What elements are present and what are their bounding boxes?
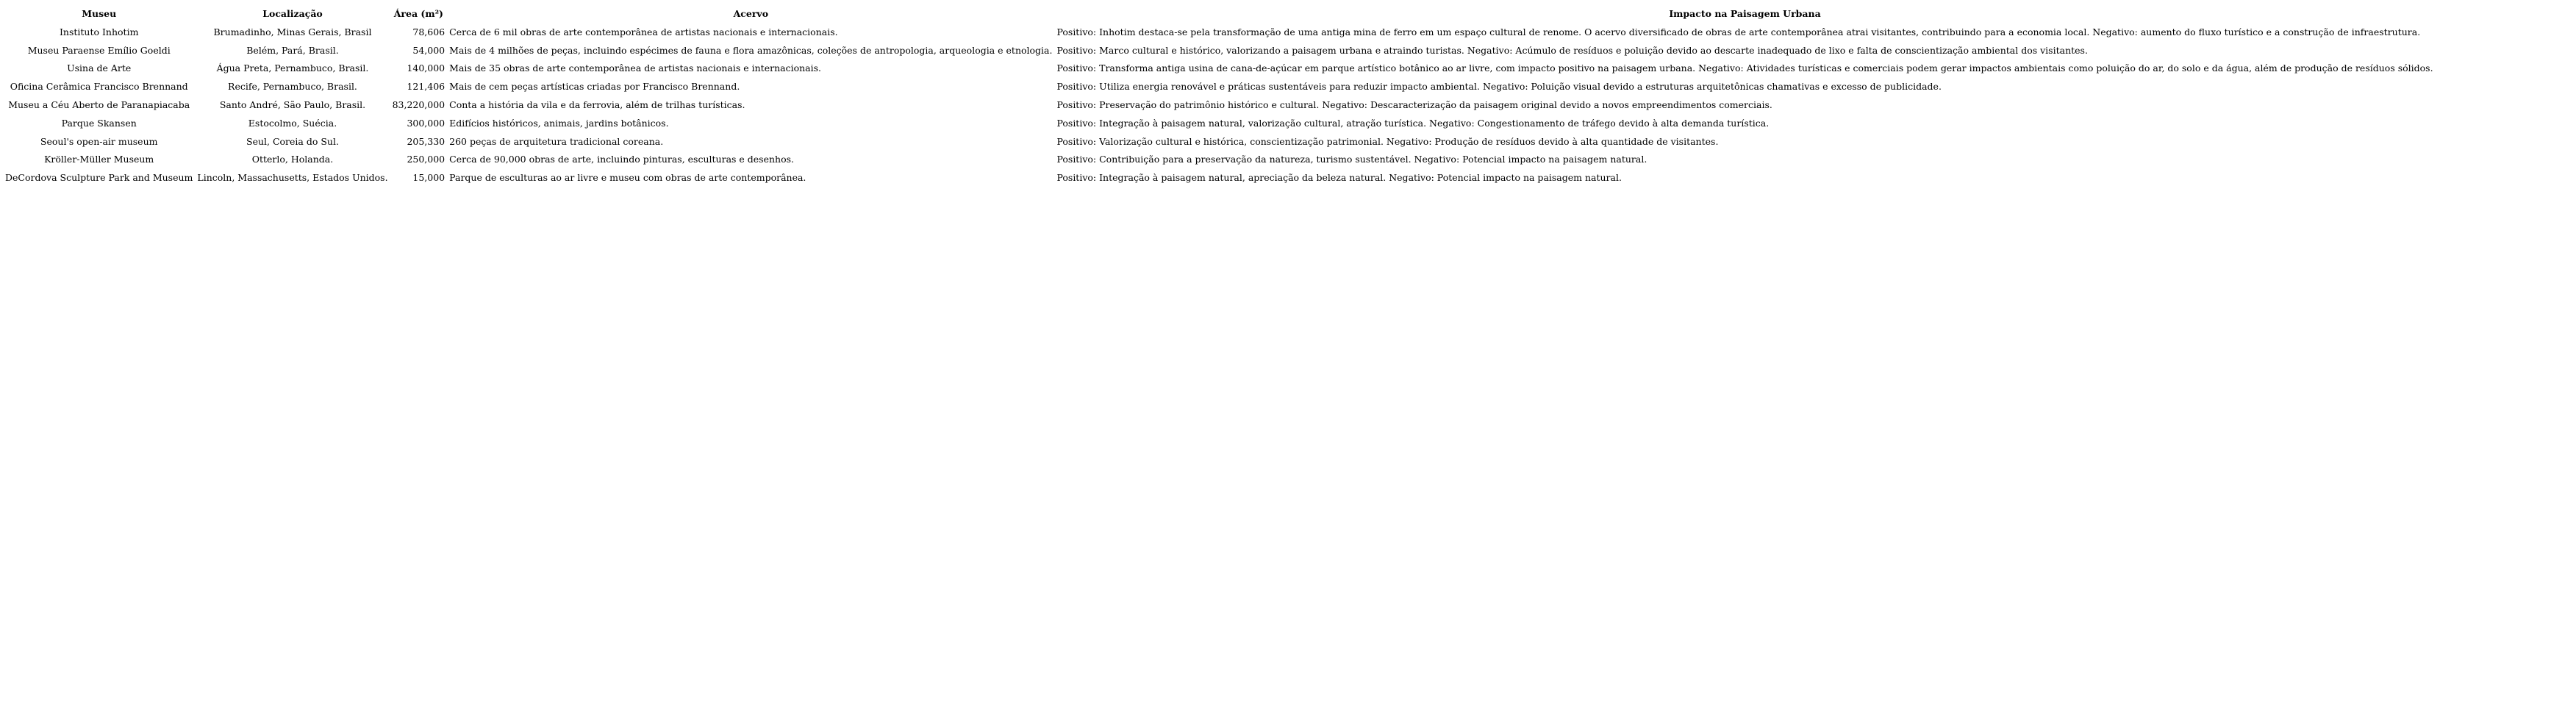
cell-museu: DeCordova Sculpture Park and Museum — [5, 172, 193, 184]
cell-acervo: Mais de 4 milhões de peças, incluindo espécimes de fauna e flora amazônicas, coleções de antropologia, arqueologia e etnologia. — [449, 44, 1053, 56]
cell-area: 140,000 — [407, 62, 446, 74]
cell-impacto: Positivo: Valorização cultural e histórica, conscientização patrimonial. Negativo: Produção de resíduos devido à alta quantidade de visitantes. — [1056, 135, 1719, 147]
cell-acervo: Parque de esculturas ao ar livre e museu com obras de arte contemporânea. — [449, 172, 806, 184]
cell-impacto: Positivo: Transforma antiga usina de cana-de-açúcar em parque artístico botânico ao ar livre, com impacto positivo na paisagem urbana. Negativo: Atividades turísticas e comerciais podem gerar impactos ambientais como poluição do ar, do solo e da água, além de produção de resíduos sólidos. — [1056, 62, 2433, 74]
cell-area: 121,406 — [407, 81, 446, 93]
cell-acervo: 260 peças de arquitetura tradicional coreana. — [449, 135, 664, 147]
table-row — [3, 42, 2436, 60]
cell-museu: Museu a Céu Aberto de Paranapiacaba — [8, 99, 190, 110]
cell-museu: Seoul's open-air museum — [40, 135, 158, 147]
cell-acervo: Conta a história da vila e da ferrovia, além de trilhas turísticas. — [449, 99, 745, 110]
cell-acervo: Cerca de 6 mil obras de arte contemporânea de artistas nacionais e internacionais. — [449, 26, 838, 37]
cell-museu: Instituto Inhotim — [59, 26, 139, 37]
cell-area: 15,000 — [412, 172, 446, 184]
cell-area: 205,330 — [407, 135, 446, 147]
cell-acervo: Mais de 35 obras de arte contemporânea de artistas nacionais e internacionais. — [449, 62, 821, 74]
cell-localizacao: Belém, Pará, Brasil. — [246, 44, 339, 56]
header-museu: Museu — [82, 8, 117, 19]
cell-area: 54,000 — [412, 44, 446, 56]
cell-museu: Parque Skansen — [61, 117, 137, 129]
cell-museu: Usina de Arte — [67, 62, 132, 74]
header-acervo: Acervo — [733, 8, 769, 19]
cell-localizacao: Otterlo, Holanda. — [251, 154, 334, 165]
cell-localizacao: Brumadinho, Minas Gerais, Brasil — [213, 26, 372, 37]
table-header-row — [3, 5, 2436, 24]
header-localizacao: Localização — [262, 8, 323, 19]
cell-localizacao: Lincoln, Massachusetts, Estados Unidos. — [197, 172, 388, 184]
cell-localizacao: Santo André, São Paulo, Brasil. — [219, 99, 366, 110]
table-row — [3, 24, 2436, 42]
table-row — [3, 96, 2436, 115]
museums-table — [3, 5, 2436, 187]
cell-impacto: Positivo: Integração à paisagem natural, apreciação da beleza natural. Negativo: Potencial impacto na paisagem natural. — [1056, 172, 1622, 184]
cell-localizacao: Recife, Pernambuco, Brasil. — [228, 81, 357, 93]
cell-museu: Oficina Cerâmica Francisco Brennand — [10, 81, 188, 93]
cell-localizacao: Estocolmo, Suécia. — [248, 117, 337, 129]
cell-impacto: Positivo: Utiliza energia renovável e práticas sustentáveis para reduzir impacto ambiental. Negativo: Poluição visual devido a estruturas arquitetônicas chamativas e excesso de publicidade. — [1056, 81, 1942, 93]
cell-impacto: Positivo: Contribuição para a preservação da natureza, turismo sustentável. Negativo: Potencial impacto na paisagem natural. — [1056, 154, 1647, 165]
table-row — [3, 151, 2436, 169]
cell-area: 250,000 — [407, 154, 446, 165]
cell-acervo: Edifícios históricos, animais, jardins botânicos. — [449, 117, 669, 129]
cell-acervo: Mais de cem peças artísticas criadas por Francisco Brennand. — [449, 81, 740, 93]
table-row — [3, 133, 2436, 151]
cell-area: 78,606 — [412, 26, 446, 37]
table-row — [3, 60, 2436, 78]
header-area: Área (m²) — [393, 8, 443, 19]
header-impacto: Impacto na Paisagem Urbana — [1669, 8, 1821, 19]
cell-museu: Kröller-Müller Museum — [44, 154, 154, 165]
cell-area: 83,220,000 — [392, 99, 446, 110]
table-row — [3, 169, 2436, 187]
cell-impacto: Positivo: Marco cultural e histórico, valorizando a paisagem urbana e atraindo turistas. Negativo: Acúmulo de resíduos e poluição devido ao descarte inadequado de lixo e falta de conscientização ambiental dos visitantes. — [1056, 44, 2088, 56]
cell-localizacao: Seul, Coreia do Sul. — [246, 135, 339, 147]
cell-impacto: Positivo: Integração à paisagem natural, valorização cultural, atração turística. Negativo: Congestionamento de tráfego devido à alta demanda turística. — [1056, 117, 1770, 129]
cell-impacto: Positivo: Inhotim destaca-se pela transformação de uma antiga mina de ferro em um espaço cultural de renome. O acervo diversificado de obras de arte contemporânea atrai visitantes, contribuindo para a economia local. Negativo: aumento do fluxo turístico e a construção de infraestrutura. — [1056, 26, 2421, 37]
table-row — [3, 78, 2436, 96]
cell-acervo: Cerca de 90,000 obras de arte, incluindo pinturas, esculturas e desenhos. — [449, 154, 795, 165]
table-row — [3, 115, 2436, 133]
cell-museu: Museu Paraense Emílio Goeldi — [27, 44, 171, 56]
cell-localizacao: Água Preta, Pernambuco, Brasil. — [216, 62, 369, 74]
cell-impacto: Positivo: Preservação do patrimônio histórico e cultural. Negativo: Descaracterização da paisagem original devido a novos empreendimentos comerciais. — [1056, 99, 1772, 110]
cell-area: 300,000 — [407, 117, 446, 129]
